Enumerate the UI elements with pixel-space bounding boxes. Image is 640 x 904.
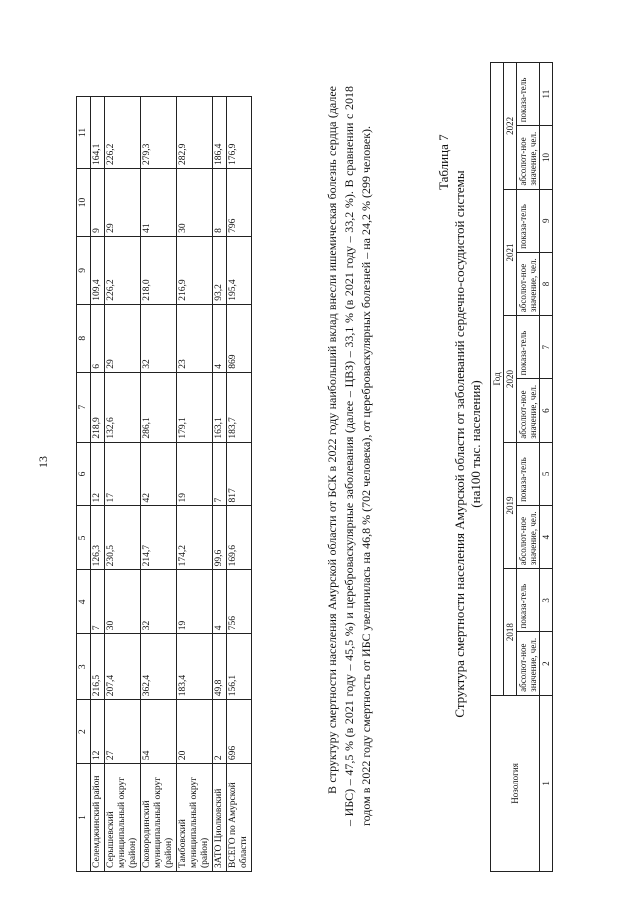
header-cell: 6 bbox=[77, 442, 91, 506]
cell: 30 bbox=[105, 570, 141, 634]
cell: 218,9 bbox=[91, 372, 105, 442]
cell: 20 bbox=[177, 700, 213, 764]
cell: 869 bbox=[227, 304, 252, 372]
col-number: 2 bbox=[540, 632, 553, 695]
cell: 796 bbox=[227, 169, 252, 237]
cell: 12 bbox=[91, 442, 105, 506]
page-number: 13 bbox=[36, 456, 50, 468]
header-cell: 1 bbox=[77, 764, 91, 872]
abs-header: абсолют-ное значение, чел. bbox=[517, 632, 540, 695]
col-number: 9 bbox=[540, 189, 553, 252]
cell: 817 bbox=[227, 442, 252, 506]
caption-line-2: (на100 тыс. населения) bbox=[468, 380, 483, 508]
cell: 186,4 bbox=[213, 97, 227, 169]
header-cell: 10 bbox=[77, 169, 91, 237]
abs-header: абсолют-ное значение, чел. bbox=[517, 252, 540, 315]
caption-line-1: Структура смертности населения Амурской области от заболеваний сердечно-сосудистой системы bbox=[452, 170, 467, 718]
header-cell: 5 bbox=[77, 506, 91, 570]
table-row bbox=[213, 97, 227, 872]
district-name: ВСЕГО по Амурской области bbox=[227, 764, 252, 872]
cell: 109,4 bbox=[91, 236, 105, 304]
cell: 17 bbox=[105, 442, 141, 506]
year-header: 2019 bbox=[504, 442, 517, 569]
cell: 4 bbox=[213, 570, 227, 634]
cell: 32 bbox=[141, 570, 177, 634]
cell: 164,1 bbox=[91, 97, 105, 169]
district-mortality-table bbox=[76, 96, 252, 872]
cell: 7 bbox=[213, 442, 227, 506]
cell: 29 bbox=[105, 169, 141, 237]
district-name: Селемджинский район bbox=[91, 764, 105, 872]
year-header: 2018 bbox=[504, 569, 517, 696]
cell: 216,9 bbox=[177, 236, 213, 304]
col-number: 1 bbox=[540, 695, 553, 871]
cell: 756 bbox=[227, 570, 252, 634]
cell: 12 bbox=[91, 700, 105, 764]
header-cell: 2 bbox=[77, 700, 91, 764]
cell: 6 bbox=[91, 304, 105, 372]
cell: 132,6 bbox=[105, 372, 141, 442]
cell: 195,4 bbox=[227, 236, 252, 304]
header-cell: 9 bbox=[77, 236, 91, 304]
col-number: 10 bbox=[540, 126, 553, 189]
column-number-row bbox=[540, 63, 553, 872]
year-header: 2021 bbox=[504, 189, 517, 316]
nosology-header: Нозология bbox=[491, 695, 540, 871]
cell: 282,9 bbox=[177, 97, 213, 169]
pok-header: показа-тель bbox=[517, 316, 540, 379]
cell: 27 bbox=[105, 700, 141, 764]
table-row-total bbox=[227, 97, 252, 872]
abs-header: абсолют-ное значение, чел. bbox=[517, 505, 540, 568]
table-row bbox=[91, 97, 105, 872]
cell: 279,3 bbox=[141, 97, 177, 169]
col-number: 7 bbox=[540, 316, 553, 379]
cell: 93,2 bbox=[213, 236, 227, 304]
cell: 29 bbox=[105, 304, 141, 372]
cell: 19 bbox=[177, 442, 213, 506]
pok-header: показа-тель bbox=[517, 189, 540, 252]
col-number: 3 bbox=[540, 569, 553, 632]
district-name: Тамбовский муниципальный округ (район) bbox=[177, 764, 213, 872]
cell: 49,8 bbox=[213, 634, 227, 700]
header-cell: 3 bbox=[77, 634, 91, 700]
district-name: Сковородинский муниципальный округ (район) bbox=[141, 764, 177, 872]
col-number: 4 bbox=[540, 505, 553, 568]
district-name: Серышевский муниципальный округ (район) bbox=[105, 764, 141, 872]
col-number: 11 bbox=[540, 63, 553, 126]
table-header-row bbox=[77, 97, 91, 872]
cell: 183,4 bbox=[177, 634, 213, 700]
nosology-structure-table bbox=[490, 62, 553, 872]
cell: 216,5 bbox=[91, 634, 105, 700]
cell: 41 bbox=[141, 169, 177, 237]
table-label: Таблица 7 bbox=[436, 134, 451, 190]
cell: 362,4 bbox=[141, 634, 177, 700]
cell: 23 bbox=[177, 304, 213, 372]
paragraph-text: В структуру смертности населения Амурской области от БСК в 2022 году наибольший вклад внесли ишемическая болезнь сердца (далее – ИБС) – 47,5 % (в 2021 году – 45,5 %) и цереброваскулярные заболевания (далее – ЦВЗ) – 33,1 % (в 2021 году – 33,2 %). В сравнении с 2018 годом в 2022 году смертность от ИБС увеличилась на 46,8 % (702 человека), от цереброваскулярных болезней – на 24,2 % (299 человек). bbox=[325, 86, 373, 826]
cell: 226,2 bbox=[105, 236, 141, 304]
table-row bbox=[141, 97, 177, 872]
cell: 163,1 bbox=[213, 372, 227, 442]
pok-header: показа-тель bbox=[517, 442, 540, 505]
cell: 42 bbox=[141, 442, 177, 506]
god-header: Год bbox=[491, 63, 504, 696]
district-name: ЗАТО Циолковский bbox=[213, 764, 227, 872]
col-number: 8 bbox=[540, 252, 553, 315]
year-header: 2022 bbox=[504, 63, 517, 190]
cell: 183,7 bbox=[227, 372, 252, 442]
cell: 176,9 bbox=[227, 97, 252, 169]
pok-header: показа-тель bbox=[517, 569, 540, 632]
cell: 4 bbox=[213, 304, 227, 372]
cell: 286,1 bbox=[141, 372, 177, 442]
header-cell: 11 bbox=[77, 97, 91, 169]
cell: 214,7 bbox=[141, 506, 177, 570]
cell: 156,1 bbox=[227, 634, 252, 700]
cell: 174,2 bbox=[177, 506, 213, 570]
cell: 19 bbox=[177, 570, 213, 634]
pok-header: показа-тель bbox=[517, 63, 540, 126]
year-header: 2020 bbox=[504, 316, 517, 443]
cell: 7 bbox=[91, 570, 105, 634]
cell: 99,6 bbox=[213, 506, 227, 570]
abs-header: абсолют-ное значение, чел. bbox=[517, 379, 540, 442]
col-number: 6 bbox=[540, 379, 553, 442]
cell: 230,5 bbox=[105, 506, 141, 570]
body-paragraph bbox=[324, 86, 375, 826]
cell: 54 bbox=[141, 700, 177, 764]
cell: 226,2 bbox=[105, 97, 141, 169]
abs-header: абсолют-ное значение, чел. bbox=[517, 126, 540, 189]
cell: 207,4 bbox=[105, 634, 141, 700]
cell: 126,3 bbox=[91, 506, 105, 570]
cell: 2 bbox=[213, 700, 227, 764]
header-cell: 7 bbox=[77, 372, 91, 442]
cell: 9 bbox=[91, 169, 105, 237]
cell: 169,6 bbox=[227, 506, 252, 570]
table-row bbox=[105, 97, 141, 872]
col-number: 5 bbox=[540, 442, 553, 505]
header-cell: 8 bbox=[77, 304, 91, 372]
cell: 218,0 bbox=[141, 236, 177, 304]
cell: 30 bbox=[177, 169, 213, 237]
cell: 8 bbox=[213, 169, 227, 237]
year-group-row bbox=[491, 63, 504, 872]
cell: 696 bbox=[227, 700, 252, 764]
cell: 32 bbox=[141, 304, 177, 372]
header-cell: 4 bbox=[77, 570, 91, 634]
cell: 179,1 bbox=[177, 372, 213, 442]
table-caption bbox=[452, 104, 484, 784]
table-row bbox=[177, 97, 213, 872]
